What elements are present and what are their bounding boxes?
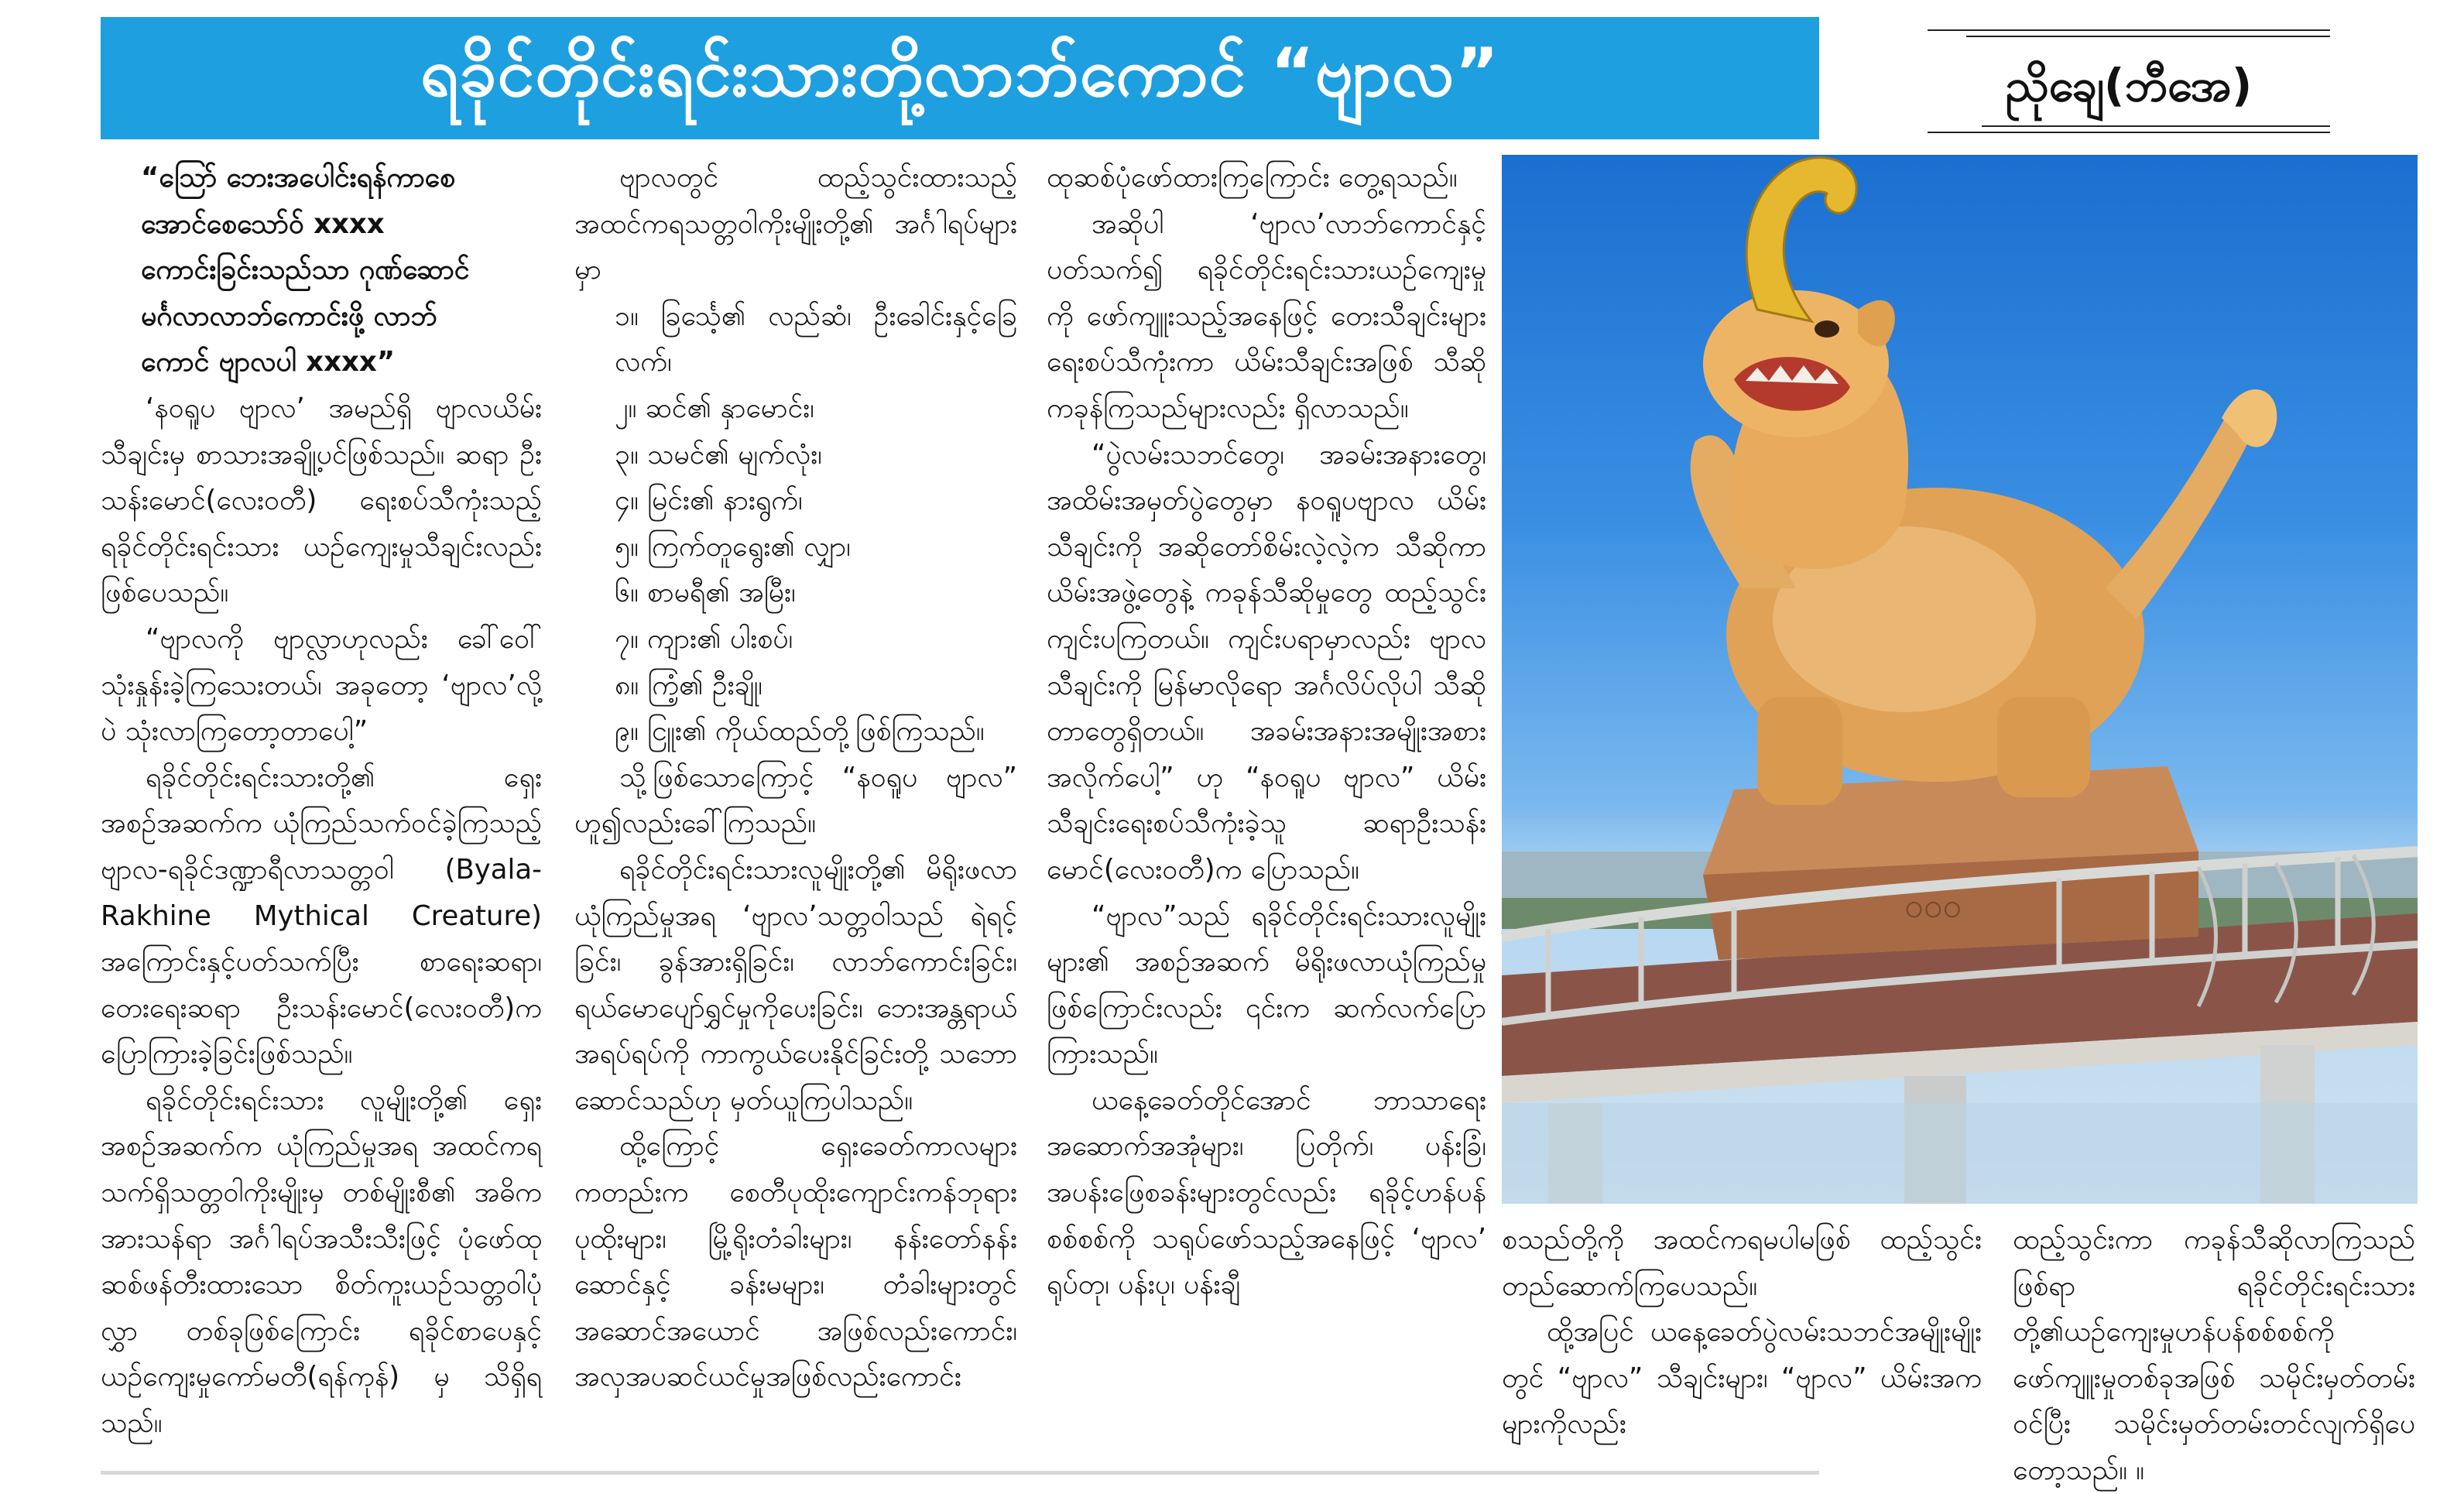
list-item: ၂။ ဆင်၏ နှာမောင်း၊ [615,392,814,424]
body-paragraph: “ပွဲလမ်းသဘင်တွေ၊ အခမ်းအနားတွေ၊ အထိမ်းအမှတ်ပွဲတွေမှာ နဝရူပဗျာလ ယိမ်းသီချင်းကို အဆိုတော်စိမ်းလဲ့လဲ့က သီဆိုကာ ယိမ်းအဖွဲ့တွေနဲ့ ကခုန်သီဆိုမှုတွေ ထည့်သွင်းကျင်းပကြတယ်။ ကျင်းပရာမှာလည်း ဗျာလသီချင်းကို မြန်မာလိုရော အင်္ဂလိပ်လိုပါ သီဆိုတာတွေရှိတယ်။ အခမ်းအနားအမျိုးအစားအလိုက်ပေါ့” ဟု “နဝရူပ ဗျာလ” ယိမ်းသီချင်းရေးစပ်သီကုံးခဲ့သူ ဆရာဦးသန်းမောင်(လေးဝတီ)က ပြောသည်။ [1047,438,1486,886]
list-item: ၉။ ငြူး၏ ကိုယ်ထည်တို့ဖြစ်ကြသည်။ [615,715,985,748]
list-item: ၅။ ကြက်တူရွေး၏ လျှာ၊ [615,530,851,563]
byline-rule-top-2 [1966,36,2330,37]
author-byline: ညိုချေ(ဘီအေ) [2005,59,2253,111]
body-paragraph: အဆိုပါ ‘ဗျာလ’လာဘ်ကောင်နှင့် ပတ်သက်၍ ရခိုင်တိုင်းရင်းသားယဉ်ကျေးမှုကို ဖော်ကျူးသည့်အနေဖြင့် တေးသီချင်းများရေးစပ်သီကုံးကာ ယိမ်းသီချင်းအဖြစ် သီဆိုကခုန်ကြသည်များလည်း ရှိလာသည်။ [1047,207,1486,424]
byline-rule-bottom [1982,125,2330,127]
list-item: ၇။ ကျား၏ ပါးစပ်၊ [615,622,793,655]
statue-rear-leg [1997,697,2090,797]
body-paragraph: စသည်တို့ကို အထင်ကရမပါမဖြစ် ထည့်သွင်းတည်ဆောက်ကြပေသည်။ [1502,1224,1982,1302]
poem-line: ကောင်းခြင်းသည်သာ ဂုဏ်ဆောင် [141,254,470,286]
body-paragraph: ရခိုင်တိုင်းရင်းသားတို့၏ ရှေးအစဉ်အဆက်က ယုံကြည်သက်ဝင်ခဲ့ကြသည့် ဗျာလ-ရခိုင်ဒဏ္ဍာရီလာသတ္တဝါ (Byala-Rakhine Mythical Creature) အကြောင်းနှင့်ပတ်သက်ပြီး စာရေးဆရာ၊ တေးရေးဆရာ ဦးသန်းမောင်(လေးဝတီ)က ပြောကြားခဲ့ခြင်းဖြစ်သည်။ [101,761,542,1071]
list-item: ၁။ ခြင်္သေ့၏ လည်ဆံ၊ ဦးခေါင်းနှင့်ခြေ လက်၊ [615,300,1017,379]
body-paragraph: သို့ဖြစ်သောကြောင့် “နဝရူပ ဗျာလ” ဟူ၍လည်းခေါ်ကြသည်။ [574,761,1017,840]
pedestal-carving: ဝဝဝ [1904,886,1962,926]
body-paragraph: “ဗျာလကို ဗျာလ္လာဟုလည်း ခေါ်ဝေါ်သုံးနှုန်းခဲ့ကြသေးတယ်၊ အခုတော့ ‘ဗျာလ’လို့ပဲ သုံးလာကြတော့တာပေါ့” [101,622,542,748]
headline-banner [101,17,1819,139]
article-column-2 [574,155,1017,1463]
statue-tail [2106,399,2258,619]
body-paragraph: ‘နဝရူပ ဗျာလ’ အမည်ရှိ ဗျာလယိမ်းသီချင်းမှ စာသားအချို့ပင်ဖြစ်သည်။ ဆရာ ဦးသန်းမောင်(လေးဝတီ) ရေးစပ်သီကုံးသည့် ရခိုင်တိုင်းရင်းသား ယဉ်ကျေးမှုသီချင်းလည်းဖြစ်ပေသည်။ [101,392,542,609]
byala-statue-photo [1502,155,2418,1204]
byline-rule-bottom-2 [1928,132,2330,133]
body-paragraph: ရခိုင်တိုင်းရင်းသားလူမျိုးတို့၏ မိရိုးဖလာယုံကြည်မှုအရ ‘ဗျာလ’သတ္တဝါသည် ရဲရင့်ခြင်း၊ ခွန်အားရှိခြင်း၊ လာဘ်ကောင်းခြင်း၊ ရယ်မောပျော်ရွှင်မှုကိုပေးခြင်း၊ ဘေးအန္တရာယ်အရပ်ရပ်ကို ကာကွယ်ပေးနိုင်ခြင်းတို့ သဘောဆောင်သည်ဟု မှတ်ယူကြပါသည်။ [574,853,1017,1116]
statue-illustration [1502,155,2418,1204]
lower-sky [1502,1103,2418,1204]
poem-line: “ဩော် ဘေးအပေါင်းရန်ကာစေ [141,162,455,194]
poem-line: မင်္ဂလာလာဘ်ကောင်းဖို့ လာဘ် [141,300,437,332]
article-column-5 [2013,1217,2415,1486]
list-item: ၄။ မြင်း၏ နားရွက်၊ [615,485,803,517]
poem-line: အောင်စေသော်ဝ် xxxx [141,207,385,240]
statue-eye [1815,320,1839,338]
byline-rule-top [1928,29,2330,31]
body-paragraph: ထို့ကြောင့် ရှေးခေတ်ကာလများကတည်းက စေတီပုထိုးကျောင်းကန်ဘုရားပုထိုးများ၊ မြို့ရိုးတံခါးများ၊ နန်းတော်နန်းဆောင်နှင့် ခန်းမများ၊ တံခါးများတွင် အဆောင်အယောင် အဖြစ်လည်းကောင်း၊ အလှအပဆင်ယင်မှုအဖြစ်လည်းကောင်း [574,1130,1017,1393]
body-paragraph: ထို့အပြင် ယနေ့ခေတ်ပွဲလမ်းသဘင်အမျိုးမျိုးတွင် “ဗျာလ” သီချင်းများ၊ “ဗျာလ” ယိမ်းအကများကိုလည်း [1502,1316,1982,1441]
article-column-4 [1502,1217,1982,1465]
body-paragraph: ယနေ့ခေတ်တိုင်အောင် ဘာသာရေးအဆောက်အအုံများ၊ ပြတိုက်၊ ပန်းခြံ၊ အပန်းဖြေစခန်းများတွင်လည်း ရခိုင့်ဟန်ပန်စစ်စစ်ကို သရုပ်ဖော်သည့်အနေဖြင့် ‘ဗျာလ’ ရုပ်တု၊ ပန်းပု၊ ပန်းချီ [1047,1084,1486,1301]
body-paragraph: ရခိုင်တိုင်းရင်းသား လူမျိုးတို့၏ ရှေးအစဉ်အဆက်က ယုံကြည်မှုအရ အထင်ကရ သက်ရှိသတ္တဝါကိုးမျိုးမှ တစ်မျိုးစီ၏ အဓိကအားသန်ရာ အင်္ဂါရပ်အသီးသီးဖြင့် ပုံဖော်ထုဆစ်ဖန်တီးထားသော စိတ်ကူးယဉ်သတ္တဝါပုံလွှာ တစ်ခုဖြစ်ကြောင်း ရခိုင်စာပေနှင့်ယဉ်ကျေးမှုကော်မတီ(ရန်ကုန်) မှ သိရှိရသည်။ [101,1084,542,1440]
list-item: ၃။ သမင်၏ မျက်လုံး၊ [615,438,822,471]
body-paragraph: ဗျာလတွင် ထည့်သွင်းထားသည့် အထင်ကရသတ္တဝါကိုးမျိုးတို့၏ အင်္ဂါရပ်များမှာ [574,162,1017,286]
list-item: ၈။ ကြံ့၏ ဦးချို၊ [615,669,763,701]
headline-title: ရခိုင်တိုင်းရင်းသားတို့လာဘ်ကောင် “ဗျာလ” [420,33,1500,111]
body-paragraph: ထည့်သွင်းကာ ကခုန်သီဆိုလာကြသည်ဖြစ်ရာ ရခိုင်တိုင်းရင်းသားတို့၏ယဉ်ကျေးမှုဟန်ပန်စစ်စစ်ကို ဖော်ကျူးမှုတစ်ခုအဖြစ် သမိုင်းမှတ်တမ်းဝင်ပြီး သမိုင်းမှတ်တမ်းတင်လျက်ရှိပေတော့သည်။ ။ [2013,1224,2415,1486]
byline-block [1897,23,2361,139]
footer-rule [101,1471,1819,1475]
article-column-1 [101,155,542,1463]
list-item: ၆။ စာမရီ၏ အမြီး၊ [615,577,796,609]
article-column-3 [1047,155,1486,1463]
poem-line: ကောင် ဗျာလပါ xxxx” [141,346,396,379]
statue-front-leg [1757,697,1842,805]
body-paragraph: ထုဆစ်ပုံဖော်ထားကြကြောင်း တွေ့ရသည်။ [1047,162,1458,194]
body-paragraph: “ဗျာလ”သည် ရခိုင်တိုင်းရင်းသားလူမျိုးများ၏ အစဉ်အဆက် မိရိုးဖလာယုံကြည်မှုဖြစ်ကြောင်းလည်း ၎င်းက ဆက်လက်ပြောကြားသည်။ [1047,899,1486,1071]
